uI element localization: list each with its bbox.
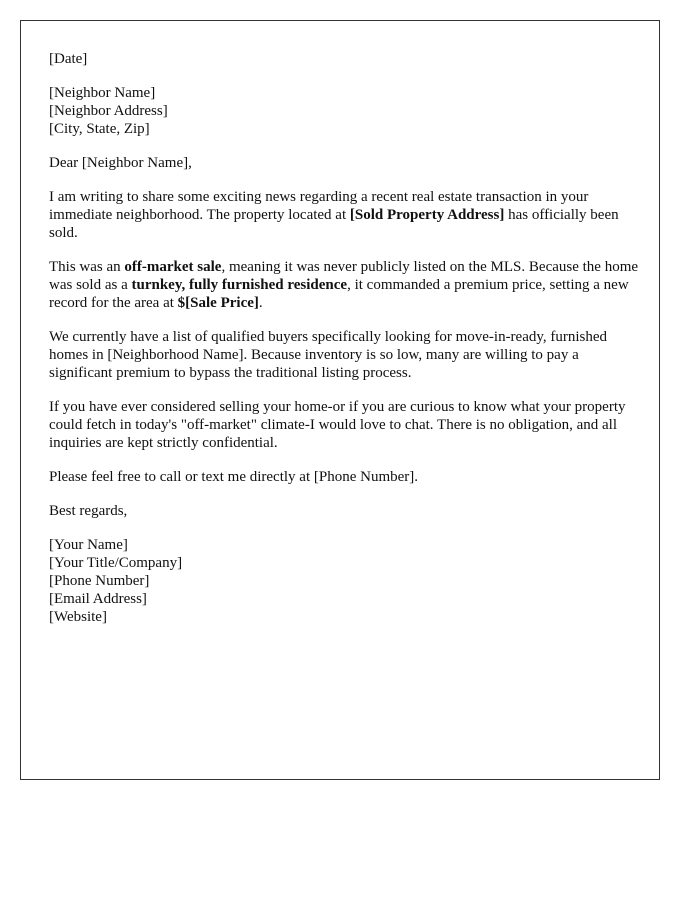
paragraph-2-text-2: , meaning it was never publicly listed on the MLS. Because the home was sold as a: [49, 259, 639, 293]
paragraph-2-text-1: This was an: [49, 259, 125, 275]
sold-property-address: [Sold Property Address]: [349, 207, 505, 223]
signature-title-company: [Your Title/Company]: [49, 555, 183, 571]
paragraph-2: [49, 258, 639, 312]
off-market-sale-emphasis: off-market sale: [124, 259, 222, 275]
letter-date: [Date]: [49, 51, 88, 67]
paragraph-1-text-2: has officially been sold.: [49, 207, 619, 241]
recipient-address: [Neighbor Address]: [49, 103, 168, 119]
recipient-block: [49, 84, 639, 138]
salutation: Dear [Neighbor Name],: [49, 155, 192, 171]
signature-email: [Email Address]: [49, 591, 147, 607]
paragraph-1: [49, 188, 639, 242]
recipient-name: [Neighbor Name]: [49, 85, 156, 101]
paragraph-1-text-1: I am writing to share some exciting news regarding a recent real estate transaction in your immediate neighborhood. The property located at: [49, 189, 589, 223]
turnkey-emphasis: turnkey, fully furnished residence: [131, 277, 348, 293]
paragraph-5: Please feel free to call or text me directly at [Phone Number].: [49, 469, 419, 485]
signature-phone: [Phone Number]: [49, 573, 150, 589]
closing: Best regards,: [49, 503, 128, 519]
paragraph-2-text-3: , it commanded a premium price, setting a new record for the area at: [49, 277, 629, 311]
paragraph-2-text-4: .: [258, 295, 263, 311]
signature-name: [Your Name]: [49, 537, 128, 553]
paragraph-4: If you have ever considered selling your home-or if you are curious to know what your property could fetch in today's "off-market" climate-I would love to chat. There is no obligation, and all inquiries are kept strictly confidential.: [49, 399, 626, 451]
signature-block: [49, 536, 639, 626]
letter-page: [20, 20, 660, 780]
paragraph-3: We currently have a list of qualified buyers specifically looking for move-in-ready, furnished homes in [Neighborhood Name]. Because inventory is so low, many are willing to pay a significant premium to bypass the traditional listing process.: [49, 329, 608, 381]
sale-price: $[Sale Price]: [177, 295, 259, 311]
recipient-city-state-zip: [City, State, Zip]: [49, 121, 150, 137]
signature-website: [Website]: [49, 609, 107, 625]
letter-body: [49, 50, 639, 642]
